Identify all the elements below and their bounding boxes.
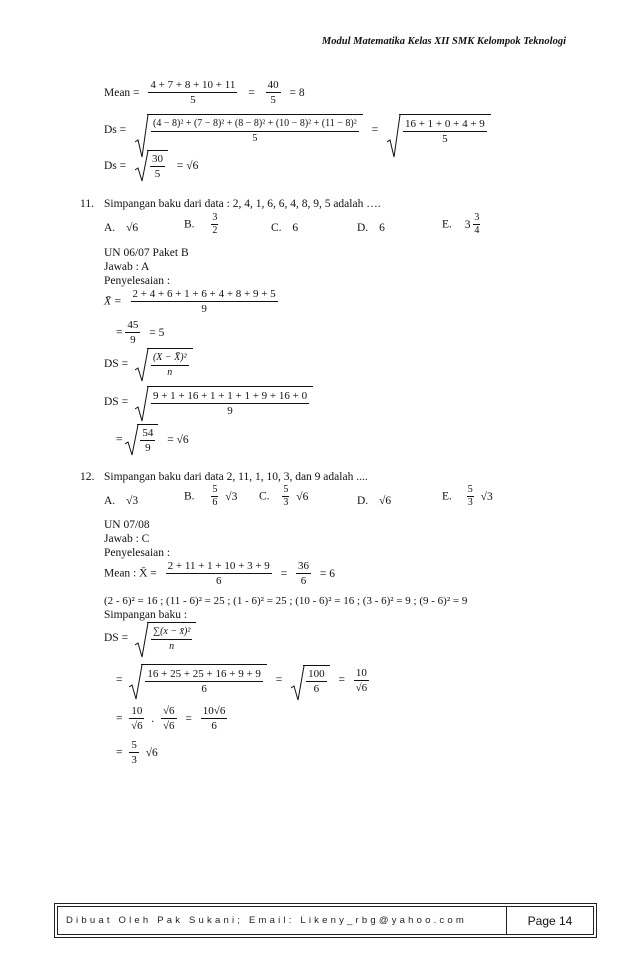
fraction-numerator: 3 [474,212,480,223]
q11-xbar-fraction [131,287,278,316]
fraction-numerator: ∑(x − x̄)² [151,625,192,640]
radical-sign-icon [135,348,149,382]
prev-ds-label: Ds = [104,124,127,136]
q12-mean-line: Mean : X̄ = $\frac{2 + 11 + 1 + 10 + 3 + 9}{6}$ = $\frac{36}{6}$ = 6 [104,560,336,587]
prev-ds2-root [135,150,168,181]
fraction-numerator: 16 + 1 + 0 + 4 + 9 [404,118,485,130]
q11-option-a [104,221,138,235]
q11-option-d [357,221,385,235]
q12-ds-formula [104,622,196,654]
q11-ds-label: DS = [104,358,129,370]
fraction-numerator: 5 [212,484,218,495]
fraction-numerator: 4 + 7 + 8 + 10 + 11 [150,79,236,91]
fraction-denominator: n [169,641,175,652]
option-fraction [467,484,474,509]
fraction-numerator: 10 [131,705,143,717]
q12-r2-line: = $\frac{5}{3}$ √6 [116,739,158,766]
q12-ds2c-fraction [354,666,369,695]
option-fraction [473,212,480,237]
option-key: D. [357,495,369,507]
fraction-numerator: 2 + 4 + 6 + 1 + 6 + 4 + 8 + 9 + 5 [132,288,276,300]
prev-mean-fraction-2 [266,78,281,107]
fraction-numerator: 54 [142,427,154,439]
prev-mean-label: Mean = [104,86,140,99]
radical-sign-icon [387,114,401,158]
fraction-denominator: n [167,367,173,378]
q11-ds3-result: = √6 [167,433,189,446]
option-key: B. [184,490,195,503]
q12-option-a [104,494,138,508]
fraction-denominator: 3 [131,754,137,766]
fraction-numerator: 10√6 [202,705,226,717]
q12-option-e [442,484,493,509]
radical-sign-icon [291,665,305,701]
fraction-denominator: 5 [270,94,276,106]
fraction-numerator: 5 [467,484,473,495]
q12-ds2-line: = $\frac{16 + 25 + 25 + 16 + 9 + 9}{6}$ = $\frac{100}{6}$ = $\frac{10}{√6}$ [116,664,369,696]
option-key: A. [104,222,116,234]
q11-option-b [184,212,218,237]
option-value: 6 [379,222,385,234]
fraction-numerator: 16 + 25 + 25 + 16 + 9 + 9 [147,668,261,680]
q11-xbar2-line: = $\frac{45}{9}$ = 5 [116,319,165,346]
fraction-denominator: 5 [154,168,161,180]
fraction-numerator: 36 [298,560,310,572]
q11-ds2-root [135,386,313,418]
option-key: B. [184,218,195,231]
q12-number: 12. [80,471,95,483]
page-footer [57,906,594,935]
q11-ds2-line [104,386,313,418]
q11-option-c [271,221,298,235]
fraction-denominator: √6 [163,720,175,732]
q11-option-e [442,212,480,237]
fraction-denominator: √6 [355,681,368,694]
radical-sign-icon [125,424,139,456]
q12-r2-root: √6 [145,746,158,759]
fraction-denominator: 4 [474,225,480,236]
footer-page-number: Page 14 [506,907,593,934]
prev-ds-line: Ds = $\frac{\text{(4 − 8)² + (7 − 8)² + (8 − 8)² + (10 − 8)² + (11 − 8)²}}{5}$ = $\frac{16 + 1 + 0 + 4 + 9}{5}$ [104,114,491,146]
option-fraction [211,484,218,509]
option-root: √3 [480,490,493,503]
page-header: Modul Matematika Kelas XII SMK Kelompok Teknologi [321,36,566,47]
fraction-numerator: 3 [212,212,218,223]
q12-ds-label: DS = [104,632,129,644]
prev-mean-line: Mean = $\frac{4 + 7 + 8 + 10 + 11}{5}$ = $\frac{40}{5}$ = 8 [104,79,305,106]
fraction-denominator: 9 [145,442,151,454]
option-key: A. [104,495,116,507]
q12-option-b [184,484,237,509]
fraction-denominator: 3 [283,497,289,508]
q12-answer: Jawab : C [104,533,150,545]
option-value: √6 [126,222,139,234]
fraction-denominator: 9 [201,303,207,315]
radical-sign-icon [135,150,149,182]
option-root: √3 [225,490,238,503]
radical-sign-icon [129,664,143,700]
radical-sign-icon [135,622,149,658]
q11-ds3-line: = $\frac{54}{9}$ = √6 [116,424,189,455]
q12-r2-fraction [129,738,139,767]
prev-ds2-label: Ds = [104,159,127,172]
fraction-numerator: 30 [152,153,164,165]
fraction-denominator: 6 [300,575,307,587]
q11-xbar-line [104,287,278,316]
q12-solution-label: Penyelesaian : [104,547,171,559]
q12-ds-formula-root [135,622,196,654]
fraction-denominator: 5 [252,133,258,144]
prev-ds2-line [104,150,198,181]
q11-source: UN 06/07 Paket B [104,247,189,259]
fraction-denominator: 6 [201,683,207,695]
option-fraction [282,484,289,509]
option-root: √6 [296,490,309,503]
fraction-numerator: 10 [355,666,367,679]
q11-xbar2-result: = 5 [149,326,165,339]
fraction-numerator: (X − X̄)² [151,351,189,366]
q12-sb-label: Simpangan baku : [104,609,188,621]
option-key: C. [271,222,282,234]
fraction-numerator: √6 [163,705,175,717]
fraction-denominator: 9 [227,405,233,417]
fraction-denominator: 9 [130,334,136,346]
q12-squares: (2 - 6)² = 16 ; (11 - 6)² = 25 ; (1 - 6)² = 25 ; (10 - 6)² = 16 ; (3 - 6)² = 9 ; (9 - 6)² = 9 [104,595,468,607]
q12-r1-fraction [129,704,144,733]
footer-credit: Dibuat Oleh Pak Sukani; Email: Likeny_rbg@yahoo.com [66,915,467,926]
fraction-denominator: 5 [190,94,196,106]
option-fraction [211,212,218,237]
fraction-denominator: 3 [467,497,473,508]
q12-mean-fraction [166,559,272,588]
fraction-numerator: 100 [308,667,325,680]
q12-r1c-fraction [201,704,228,733]
option-value: √6 [379,495,392,507]
q11-options [104,212,534,246]
q12-question: Simpangan baku dari data 2, 11, 1, 10, 3, dan 9 adalah .... [104,471,368,483]
q11-number: 11. [80,198,94,210]
prev-ds-root-1 [135,114,363,146]
q12-option-c [259,484,308,509]
q11-ds2-label: DS = [104,396,129,408]
fraction-numerator: 9 + 1 + 16 + 1 + 1 + 1 + 9 + 16 + 0 [152,390,308,402]
fraction-numerator: 40 [267,79,279,91]
fraction-denominator: 6 [313,682,320,695]
multiply-dot: . [151,712,155,725]
q12-options [104,484,534,520]
fraction-numerator: 45 [127,319,139,331]
fraction-denominator: 6 [215,575,222,587]
q12-option-d [357,494,391,508]
option-key: E. [442,490,452,503]
q12-ds2-root [129,664,267,696]
prev-ds-root-2 [387,114,491,146]
option-value: √3 [126,495,139,507]
fraction-denominator: √6 [131,720,143,732]
fraction-denominator: 6 [211,720,217,732]
option-key: C. [259,490,270,503]
q11-ds3-root [125,424,158,455]
q12-mean-label: Mean : X̄ = [104,567,157,580]
q11-ds-formula-root [135,348,193,380]
q12-r1-line: = $\frac{10}{√6}$ . $\frac{√6}{√6}$ = $\frac{10√6}{6}$ [116,705,226,732]
option-whole: 3 [464,218,471,231]
q12-mean2-fraction [296,559,311,588]
q11-solution-label: Penyelesaian : [104,275,171,287]
fraction-numerator: 2 + 11 + 1 + 10 + 3 + 9 [167,560,270,572]
q12-source: UN 07/08 [104,519,150,531]
q11-xbar-label: X̄ = [104,295,122,308]
fraction-denominator: 5 [442,133,448,145]
option-value: 6 [292,222,299,234]
q11-ds-formula [104,348,193,380]
prev-mean-fraction [148,78,237,107]
fraction-numerator: 5 [283,484,289,495]
fraction-denominator: 2 [212,225,218,236]
option-key: D. [357,222,369,234]
q12-ds2b-root [291,665,330,696]
fraction-numerator: (4 − 8)² + (7 − 8)² + (8 − 8)² + (10 − 8)² + (11 − 8)² [151,117,359,132]
q12-mean2-result: = 6 [319,567,336,580]
prev-ds2-result: = √6 [176,159,199,172]
q12-r1b-fraction [161,704,177,733]
fraction-denominator: 6 [212,497,218,508]
q11-answer: Jawab : A [104,261,150,273]
fraction-numerator: 5 [131,739,137,751]
radical-sign-icon [135,386,149,422]
option-key: E. [442,218,452,231]
q11-question: Simpangan baku dari data : 2, 4, 1, 6, 6, 4, 8, 9, 5 adalah …. [104,198,381,210]
prev-mean-result: = 8 [289,86,305,99]
q11-xbar2-fraction [125,318,140,347]
